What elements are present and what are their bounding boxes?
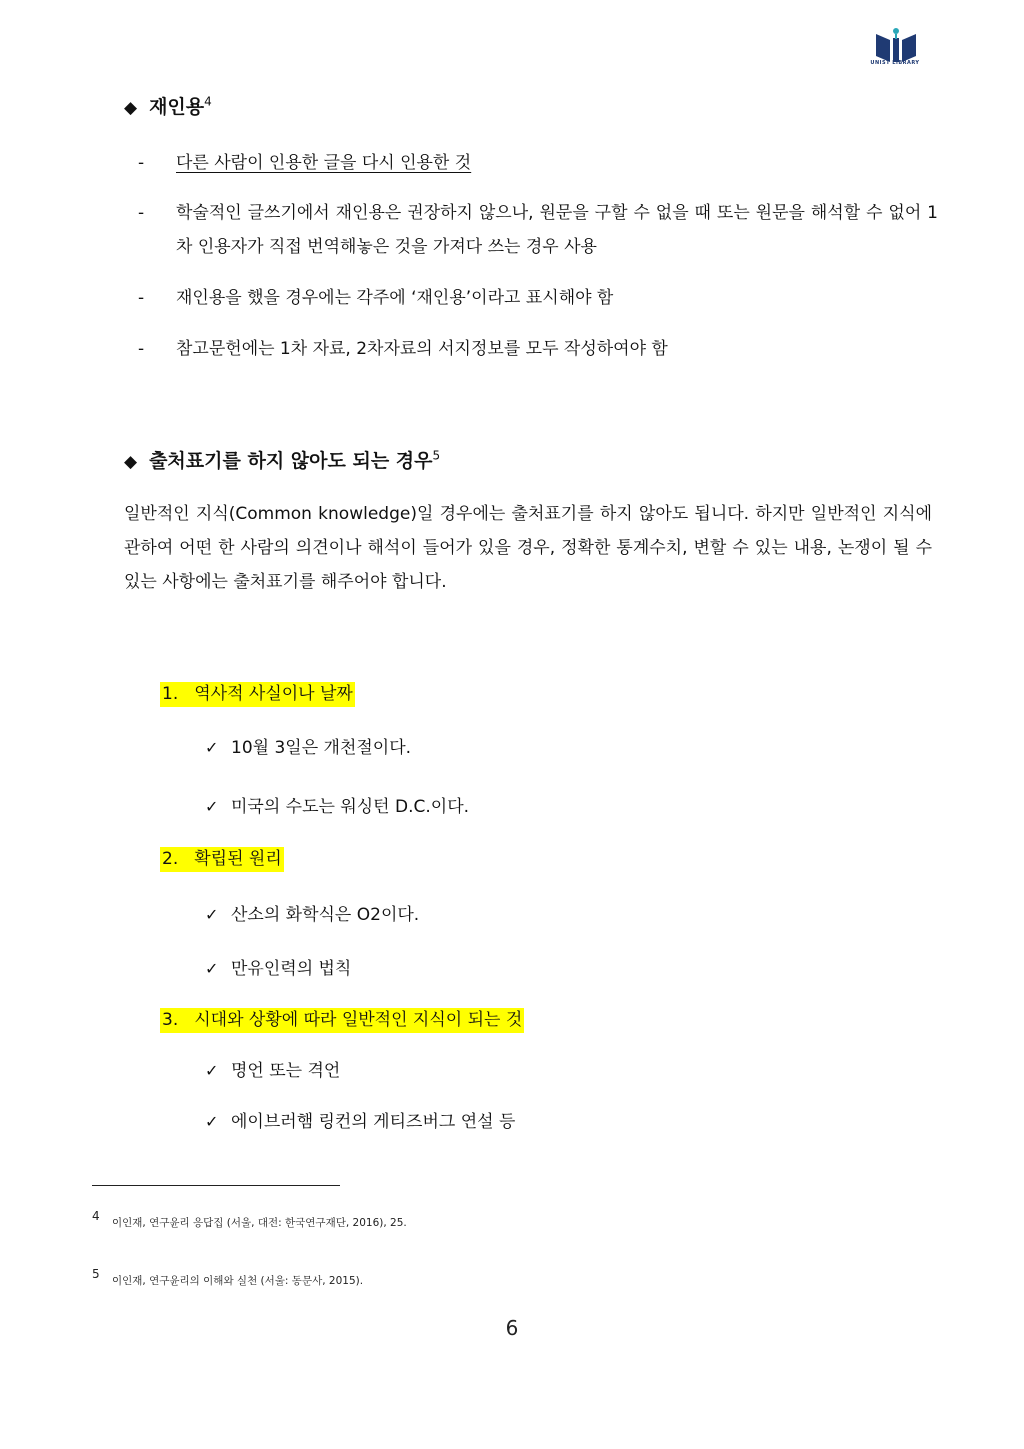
footnote — [92, 1209, 407, 1230]
check-item — [205, 1058, 340, 1084]
checkmark-icon: ✓ — [205, 1061, 219, 1080]
footnote-text: 이인재, 연구윤리 응답집 (서울, 대전: 한국연구재단, 2016), 25. — [112, 1217, 407, 1229]
dash-bullet: - — [138, 288, 145, 308]
check-item-text: 명언 또는 격언 — [231, 1061, 341, 1081]
check-item — [205, 1109, 515, 1135]
item-title: 확립된 원리 — [194, 849, 282, 869]
page-number: 6 — [505, 1316, 519, 1340]
checkmark-icon: ✓ — [205, 1112, 219, 1131]
check-item — [205, 956, 351, 982]
check-item-text: 미국의 수도는 워싱턴 D.C.이다. — [231, 797, 470, 817]
list-item-text: 재인용을 했을 경우에는 각주에 ‘재인용’이라고 표시해야 함 — [176, 288, 614, 308]
checkmark-icon: ✓ — [205, 797, 219, 816]
diamond-bullet-icon: ◆ — [124, 452, 138, 472]
numbered-item-3 — [160, 1007, 524, 1033]
dash-bullet: - — [138, 203, 145, 223]
check-item-text: 에이브러햄 링컨의 게티즈버그 연설 등 — [231, 1112, 516, 1132]
item-title: 시대와 상황에 따라 일반적인 지식이 되는 것 — [194, 1010, 523, 1030]
dash-bullet: - — [138, 339, 145, 359]
dash-bullet: - — [138, 153, 145, 173]
footnote-number: 4 — [92, 1209, 100, 1223]
list-item — [138, 332, 938, 366]
footnote-text: 이인재, 연구윤리의 이해와 실천 (서울: 동문사, 2015). — [112, 1275, 364, 1287]
check-item — [205, 794, 469, 820]
footnote-ref: 5 — [432, 448, 441, 463]
numbered-item-1 — [160, 681, 355, 707]
item-number: 1. — [162, 684, 179, 704]
logo-caption: UNIST LIBRARY — [870, 60, 920, 66]
footnote-ref: 4 — [204, 94, 212, 109]
list-item — [138, 146, 938, 180]
list-item-text: 다른 사람이 인용한 글을 다시 인용한 것 — [176, 153, 472, 173]
check-item — [205, 902, 419, 928]
checkmark-icon: ✓ — [205, 959, 219, 978]
list-item-text: 참고문헌에는 1차 자료, 2차자료의 서지정보를 모두 작성하여야 함 — [176, 339, 668, 359]
item-number: 2. — [162, 849, 179, 869]
checkmark-icon: ✓ — [205, 905, 219, 924]
numbered-item-2 — [160, 846, 284, 872]
footnote-number: 5 — [92, 1267, 100, 1281]
section-heading-no-citation — [124, 446, 440, 473]
footnote — [92, 1267, 364, 1288]
list-item — [138, 196, 938, 264]
section-title: 출처표기를 하지 않아도 되는 경우 — [149, 450, 433, 472]
body-paragraph: 일반적인 지식(Common knowledge)일 경우에는 출처표기를 하지 않아도 됩니다. 하지만 일반적인 지식에 관하여 어떤 한 사람의 의견이나 해석이 들어가 있을 경우, 정확한 통계수치, 변할 수 있는 내용, 논쟁이 될 수 있는 사항에는 출처표기를 해주어야 합니다. — [124, 504, 932, 592]
check-item-text: 산소의 화학식은 O2이다. — [231, 905, 420, 925]
item-title: 역사적 사실이나 날짜 — [194, 684, 353, 704]
check-item-text: 만유인력의 법칙 — [231, 959, 352, 979]
item-number: 3. — [162, 1010, 179, 1030]
list-item-text: 학술적인 글쓰기에서 재인용은 권장하지 않으나, 원문을 구할 수 없을 때 또는 원문을 해석할 수 없어 1차 인용자가 직접 번역해놓은 것을 가져다 쓰는 경우 사용 — [176, 203, 938, 257]
list-item — [138, 281, 938, 315]
section-title: 재인용 — [149, 96, 205, 118]
section-heading-reciting — [124, 92, 212, 119]
diamond-bullet-icon: ◆ — [124, 98, 138, 118]
check-item — [205, 735, 411, 761]
checkmark-icon: ✓ — [205, 738, 219, 757]
check-item-text: 10월 3일은 개천절이다. — [231, 738, 412, 758]
footnote-separator — [92, 1185, 340, 1186]
